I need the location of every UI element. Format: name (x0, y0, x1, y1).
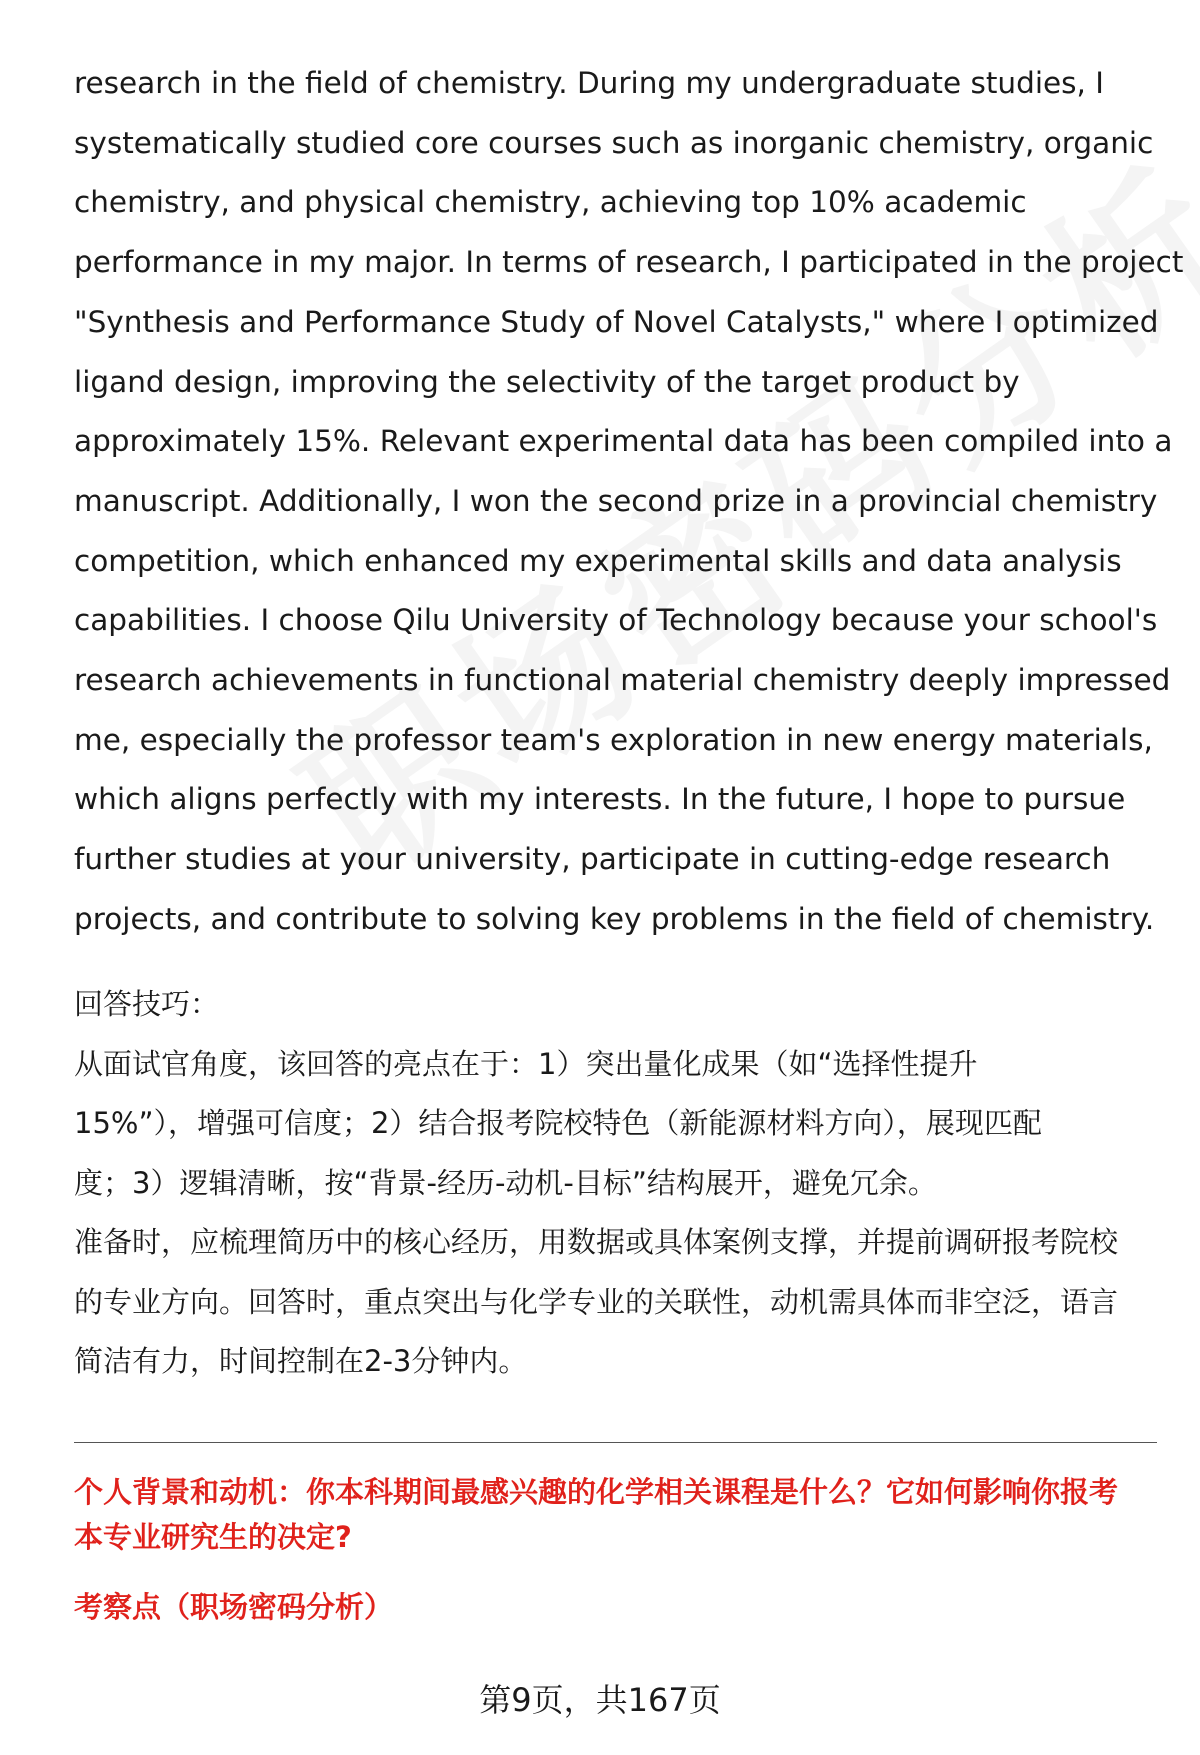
answer-line: projects, and contribute to solving key problems in the field of chemistry. (74, 901, 1155, 936)
tips-line: 度；3）逻辑清晰，按“背景-经历-动机-目标”结构展开，避免冗余。 (74, 1165, 937, 1200)
tips-line: 的专业方向。回答时，重点突出与化学专业的关联性，动机需具体而非空泛，语言 (74, 1284, 1119, 1319)
answer-line: chemistry, and physical chemistry, achieving top 10% academic (74, 185, 1027, 220)
answer-line: "Synthesis and Performance Study of Novel Catalysts," where I optimized (74, 304, 1159, 339)
answer-tips (74, 975, 1164, 1392)
tips-line: 从面试官角度，该回答的亮点在于：1）突出量化成果（如“选择性提升 (74, 1046, 978, 1081)
answer-line: further studies at your university, participate in cutting-edge research (74, 842, 1111, 877)
interview-question (74, 1470, 1164, 1560)
answer-line: performance in my major. In terms of research, I participated in the project (74, 245, 1184, 280)
answer-line: research achievements in functional material chemistry deeply impressed (74, 663, 1171, 698)
answer-line: competition, which enhanced my experimental skills and data analysis (74, 543, 1122, 578)
tips-line: 15%”），增强可信度；2）结合报考院校特色（新能源材料方向），展现匹配 (74, 1106, 1042, 1140)
answer-line: approximately 15%. Relevant experimental data has been compiled into a (74, 424, 1173, 459)
answer-line: manuscript. Additionally, I won the second prize in a provincial chemistry (74, 483, 1158, 518)
answer-line: ligand design, improving the selectivity of the target product by (74, 364, 1020, 399)
answer-paragraph (74, 54, 1184, 950)
tips-heading: 回答技巧： (74, 987, 220, 1021)
question-line: 本专业研究生的决定? (74, 1520, 352, 1554)
answer-line: which aligns perfectly with my interests. In the future, I hope to pursue (74, 782, 1126, 817)
tips-line: 准备时，应梳理简历中的核心经历，用数据或具体案例支撑，并提前调研报考院校 (74, 1225, 1119, 1259)
answer-line: capabilities. I choose Qilu University of Technology because your school's (74, 603, 1158, 638)
question-line: 个人背景和动机：你本科期间最感兴趣的化学相关课程是什么？它如何影响你报考 (74, 1475, 1119, 1509)
focus-heading: 考察点（职场密码分析） (74, 1590, 394, 1624)
answer-line: me, especially the professor team's exploration in new energy materials, (74, 722, 1153, 757)
page-number: 第9页，共167页 (479, 1681, 721, 1719)
answer-line: systematically studied core courses such as inorganic chemistry, organic (74, 125, 1154, 160)
answer-line: research in the field of chemistry. During my undergraduate studies, I (74, 66, 1105, 100)
section-divider (74, 1442, 1157, 1443)
tips-line: 简洁有力，时间控制在2-3分钟内。 (74, 1344, 528, 1378)
